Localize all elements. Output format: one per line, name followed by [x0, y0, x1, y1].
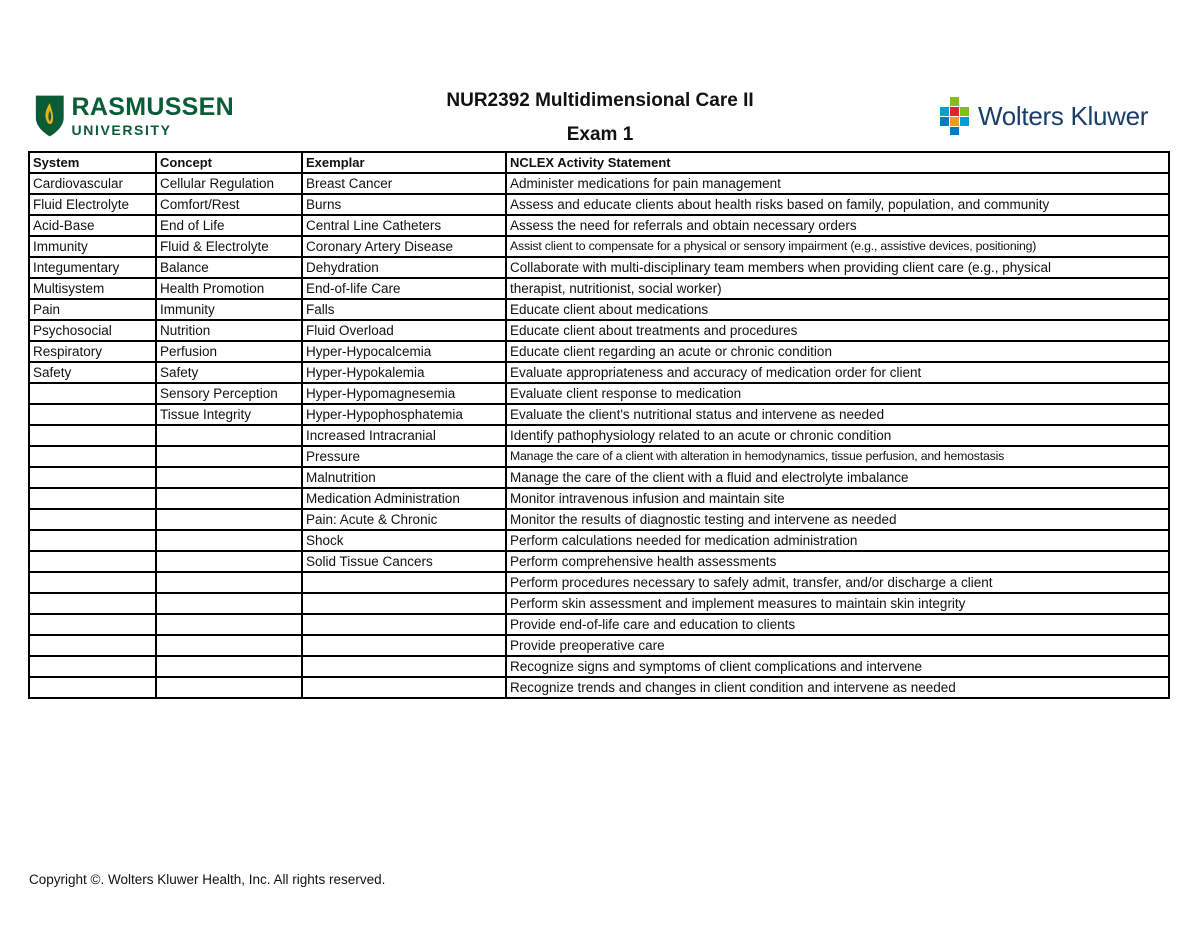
- nclex-statement-cell: Provide end-of-life care and education to clients: [506, 614, 1169, 635]
- table-row: [29, 530, 1169, 551]
- exemplar-cell: Dehydration: [302, 257, 506, 278]
- system-cell: [29, 509, 156, 530]
- concept-cell: Nutrition: [156, 320, 302, 341]
- table-row: [29, 404, 1169, 425]
- concept-cell: [156, 425, 302, 446]
- rasmussen-name: RASMUSSEN: [71, 93, 234, 121]
- system-cell: [29, 656, 156, 677]
- table-row: [29, 614, 1169, 635]
- concept-cell: Comfort/Rest: [156, 194, 302, 215]
- exemplar-cell: Coronary Artery Disease: [302, 236, 506, 257]
- column-header-concept: Concept: [156, 152, 302, 173]
- nclex-statement-cell: Evaluate appropriateness and accuracy of medication order for client: [506, 362, 1169, 383]
- exemplar-cell: Increased Intracranial: [302, 425, 506, 446]
- table-row: [29, 341, 1169, 362]
- nclex-statement-cell: Provide preoperative care: [506, 635, 1169, 656]
- system-cell: [29, 614, 156, 635]
- table-row: [29, 257, 1169, 278]
- system-cell: Respiratory: [29, 341, 156, 362]
- system-cell: [29, 572, 156, 593]
- nclex-statement-cell: Perform calculations needed for medication administration: [506, 530, 1169, 551]
- system-cell: Psychosocial: [29, 320, 156, 341]
- page-title: NUR2392 Multidimensional Care II: [446, 90, 754, 111]
- concept-cell: Cellular Regulation: [156, 173, 302, 194]
- system-cell: Fluid Electrolyte: [29, 194, 156, 215]
- nclex-statement-cell: Educate client about treatments and procedures: [506, 320, 1169, 341]
- page-subtitle: Exam 1: [566, 124, 634, 145]
- exemplar-cell: Shock: [302, 530, 506, 551]
- table-row: [29, 635, 1169, 656]
- nclex-statement-cell: therapist, nutritionist, social worker): [506, 278, 1169, 299]
- nclex-statement-cell: Administer medications for pain management: [506, 173, 1169, 194]
- concept-cell: [156, 467, 302, 488]
- concept-cell: Balance: [156, 257, 302, 278]
- nclex-statement-cell: Perform comprehensive health assessments: [506, 551, 1169, 572]
- nclex-statement-cell: Educate client regarding an acute or chronic condition: [506, 341, 1169, 362]
- nclex-table: [28, 151, 1170, 699]
- system-cell: [29, 383, 156, 404]
- table-row: [29, 446, 1169, 467]
- table-body: [29, 173, 1169, 698]
- table-row: [29, 215, 1169, 236]
- exemplar-cell: Pressure: [302, 446, 506, 467]
- exemplar-cell: Hyper-Hypophosphatemia: [302, 404, 506, 425]
- nclex-statement-cell: Assess and educate clients about health risks based on family, population, and community: [506, 194, 1169, 215]
- table-header-row: [29, 152, 1169, 173]
- nclex-statement-cell: Collaborate with multi-disciplinary team members when providing client care (e.g., physical: [506, 257, 1169, 278]
- nclex-statement-cell: Assess the need for referrals and obtain necessary orders: [506, 215, 1169, 236]
- concept-cell: [156, 593, 302, 614]
- system-cell: Cardiovascular: [29, 173, 156, 194]
- table-row: [29, 236, 1169, 257]
- exemplar-cell: Central Line Catheters: [302, 215, 506, 236]
- wolters-kluwer-mark-icon: [940, 97, 970, 135]
- exemplar-cell: Burns: [302, 194, 506, 215]
- table-row: [29, 467, 1169, 488]
- concept-cell: [156, 530, 302, 551]
- concept-cell: Immunity: [156, 299, 302, 320]
- concept-cell: [156, 677, 302, 698]
- wolters-kluwer-name: Wolters Kluwer: [978, 100, 1149, 131]
- concept-cell: [156, 635, 302, 656]
- exemplar-cell: [302, 635, 506, 656]
- concept-cell: [156, 488, 302, 509]
- table-row: [29, 383, 1169, 404]
- concept-cell: Fluid & Electrolyte: [156, 236, 302, 257]
- rasmussen-shield-icon: [34, 92, 66, 140]
- column-header-nclex: NCLEX Activity Statement: [506, 152, 1169, 173]
- column-header-exemplar: Exemplar: [302, 152, 506, 173]
- concept-cell: Tissue Integrity: [156, 404, 302, 425]
- system-cell: Immunity: [29, 236, 156, 257]
- nclex-statement-cell: Evaluate the client's nutritional status and intervene as needed: [506, 404, 1169, 425]
- table-row: [29, 299, 1169, 320]
- system-cell: Acid-Base: [29, 215, 156, 236]
- concept-cell: Sensory Perception: [156, 383, 302, 404]
- system-cell: [29, 677, 156, 698]
- nclex-statement-cell: Identify pathophysiology related to an acute or chronic condition: [506, 425, 1169, 446]
- exemplar-cell: Hyper-Hypomagnesemia: [302, 383, 506, 404]
- exemplar-cell: End-of-life Care: [302, 278, 506, 299]
- table-row: [29, 194, 1169, 215]
- system-cell: [29, 488, 156, 509]
- concept-cell: [156, 614, 302, 635]
- exemplar-cell: [302, 677, 506, 698]
- table-row: [29, 425, 1169, 446]
- exemplar-cell: Falls: [302, 299, 506, 320]
- system-cell: [29, 593, 156, 614]
- system-cell: [29, 446, 156, 467]
- concept-cell: [156, 572, 302, 593]
- system-cell: [29, 551, 156, 572]
- concept-cell: Health Promotion: [156, 278, 302, 299]
- nclex-statement-cell: Perform skin assessment and implement measures to maintain skin integrity: [506, 593, 1169, 614]
- column-header-system: System: [29, 152, 156, 173]
- concept-cell: [156, 551, 302, 572]
- nclex-statement-cell: Recognize trends and changes in client condition and intervene as needed: [506, 677, 1169, 698]
- exemplar-cell: Hyper-Hypocalcemia: [302, 341, 506, 362]
- exemplar-cell: Malnutrition: [302, 467, 506, 488]
- exemplar-cell: Pain: Acute & Chronic: [302, 509, 506, 530]
- table-row: [29, 362, 1169, 383]
- concept-cell: Safety: [156, 362, 302, 383]
- system-cell: [29, 467, 156, 488]
- concept-cell: [156, 656, 302, 677]
- table-row: [29, 278, 1169, 299]
- system-cell: [29, 404, 156, 425]
- exemplar-cell: Medication Administration: [302, 488, 506, 509]
- exemplar-cell: Hyper-Hypokalemia: [302, 362, 506, 383]
- table-row: [29, 488, 1169, 509]
- nclex-statement-cell: Educate client about medications: [506, 299, 1169, 320]
- nclex-statement-cell: Monitor the results of diagnostic testing and intervene as needed: [506, 509, 1169, 530]
- system-cell: [29, 530, 156, 551]
- exemplar-cell: [302, 593, 506, 614]
- exemplar-cell: [302, 614, 506, 635]
- system-cell: Safety: [29, 362, 156, 383]
- table-row: [29, 593, 1169, 614]
- nclex-statement-cell: Recognize signs and symptoms of client complications and intervene: [506, 656, 1169, 677]
- system-cell: [29, 425, 156, 446]
- table-row: [29, 677, 1169, 698]
- table-row: [29, 509, 1169, 530]
- rasmussen-subtitle: UNIVERSITY: [71, 122, 172, 138]
- exemplar-cell: Fluid Overload: [302, 320, 506, 341]
- nclex-statement-cell: Manage the care of a client with alteration in hemodynamics, tissue perfusion, and hemostasis: [506, 446, 1169, 467]
- exemplar-cell: [302, 572, 506, 593]
- concept-cell: End of Life: [156, 215, 302, 236]
- table-row: [29, 173, 1169, 194]
- nclex-statement-cell: Manage the care of the client with a fluid and electrolyte imbalance: [506, 467, 1169, 488]
- exemplar-cell: Solid Tissue Cancers: [302, 551, 506, 572]
- system-cell: Pain: [29, 299, 156, 320]
- system-cell: [29, 635, 156, 656]
- system-cell: Integumentary: [29, 257, 156, 278]
- exemplar-cell: Breast Cancer: [302, 173, 506, 194]
- table-row: [29, 572, 1169, 593]
- table-row: [29, 656, 1169, 677]
- wolters-kluwer-logo: [940, 96, 1148, 136]
- concept-cell: [156, 509, 302, 530]
- concept-cell: [156, 446, 302, 467]
- table-row: [29, 320, 1169, 341]
- rasmussen-logo: [34, 90, 234, 142]
- copyright-notice: Copyright ©. Wolters Kluwer Health, Inc. All rights reserved.: [29, 872, 386, 887]
- nclex-statement-cell: Perform procedures necessary to safely admit, transfer, and/or discharge a client: [506, 572, 1169, 593]
- table-row: [29, 551, 1169, 572]
- exemplar-cell: [302, 656, 506, 677]
- nclex-statement-cell: Monitor intravenous infusion and maintain site: [506, 488, 1169, 509]
- concept-cell: Perfusion: [156, 341, 302, 362]
- nclex-statement-cell: Evaluate client response to medication: [506, 383, 1169, 404]
- system-cell: Multisystem: [29, 278, 156, 299]
- nclex-statement-cell: Assist client to compensate for a physical or sensory impairment (e.g., assistive devices, positioning): [506, 236, 1169, 257]
